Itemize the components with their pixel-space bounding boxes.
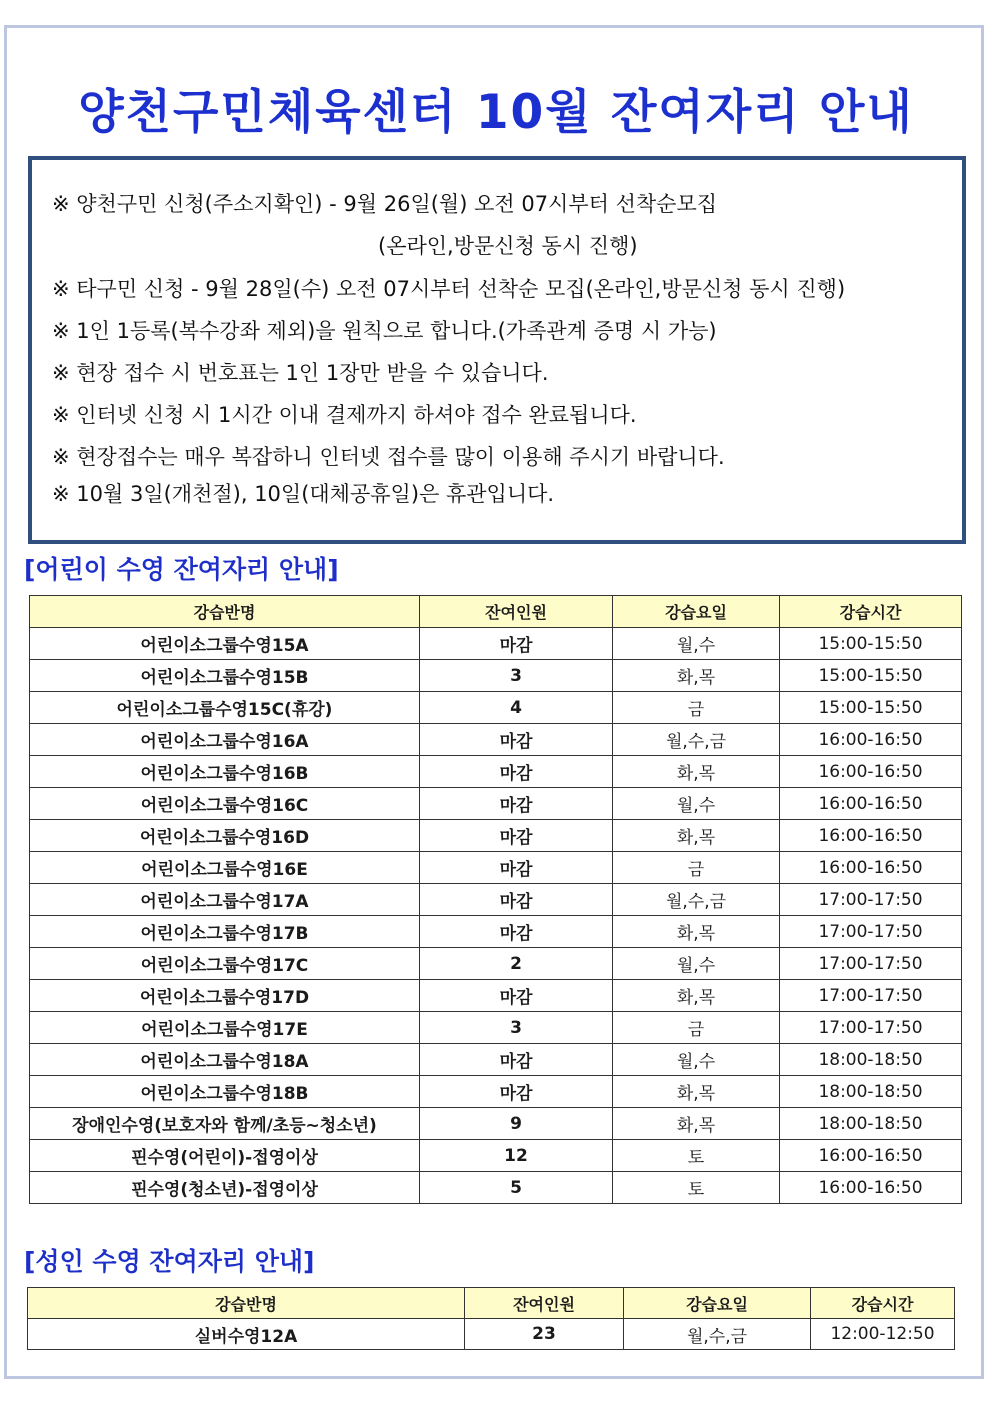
table-row (30, 852, 962, 884)
cell-remaining: 마감 (420, 852, 613, 884)
cell-time: 17:00-17:50 (780, 1012, 962, 1044)
cell-class-name: 어린이소그룹수영16D (30, 820, 420, 852)
header-remaining: 잔여인원 (420, 596, 613, 628)
cell-days: 월,수,금 (613, 884, 780, 916)
header-class-name: 강습반명 (30, 596, 420, 628)
notice-line: ※ 타구민 신청 - 9월 28일(수) 오전 07시부터 선착순 모집(온라인,방문신청 동시 진행) (52, 277, 846, 301)
table-header-row (28, 1288, 955, 1319)
cell-class-name: 어린이소그룹수영17C (30, 948, 420, 980)
cell-time: 17:00-17:50 (780, 980, 962, 1012)
cell-remaining: 마감 (420, 628, 613, 660)
cell-days: 금 (613, 692, 780, 724)
cell-class-name: 어린이소그룹수영16C (30, 788, 420, 820)
cell-days: 월,수 (613, 788, 780, 820)
kids-section-title: [어린이 수영 잔여자리 안내] (24, 555, 339, 584)
table-row (30, 1012, 962, 1044)
cell-remaining: 마감 (420, 916, 613, 948)
cell-time: 17:00-17:50 (780, 916, 962, 948)
cell-class-name: 핀수영(어린이)-접영이상 (30, 1140, 420, 1172)
table-row (30, 1140, 962, 1172)
cell-days: 토 (613, 1140, 780, 1172)
notice-box (28, 156, 966, 544)
cell-class-name: 어린이소그룹수영18B (30, 1076, 420, 1108)
cell-class-name: 어린이소그룹수영16A (30, 724, 420, 756)
cell-remaining: 3 (420, 660, 613, 692)
cell-class-name: 어린이소그룹수영17B (30, 916, 420, 948)
cell-time: 15:00-15:50 (780, 660, 962, 692)
table-row (30, 692, 962, 724)
cell-days: 화,목 (613, 660, 780, 692)
cell-remaining: 23 (465, 1319, 624, 1350)
table-row (30, 820, 962, 852)
table-row (30, 660, 962, 692)
header-class-name: 강습반명 (28, 1288, 465, 1319)
cell-time: 15:00-15:50 (780, 692, 962, 724)
table-row (30, 756, 962, 788)
notice-line: (온라인,방문신청 동시 진행) (378, 234, 638, 258)
cell-class-name: 어린이소그룹수영17A (30, 884, 420, 916)
cell-days: 월,수 (613, 948, 780, 980)
notice-line: ※ 10월 3일(개천절), 10일(대체공휴일)은 휴관입니다. (52, 482, 555, 506)
cell-class-name: 어린이소그룹수영16B (30, 756, 420, 788)
cell-remaining: 마감 (420, 820, 613, 852)
cell-time: 17:00-17:50 (780, 948, 962, 980)
cell-time: 16:00-16:50 (780, 724, 962, 756)
table-row (30, 916, 962, 948)
cell-remaining: 마감 (420, 724, 613, 756)
notice-line: ※ 1인 1등록(복수강좌 제외)을 원칙으로 합니다.(가족관계 증명 시 가능) (52, 319, 717, 343)
table-header-row (30, 596, 962, 628)
cell-class-name: 어린이소그룹수영17E (30, 1012, 420, 1044)
cell-remaining: 마감 (420, 756, 613, 788)
notice-line: ※ 현장 접수 시 번호표는 1인 1장만 받을 수 있습니다. (52, 361, 549, 385)
cell-class-name: 어린이소그룹수영15B (30, 660, 420, 692)
table-row (30, 1044, 962, 1076)
cell-days: 월,수 (613, 628, 780, 660)
header-days: 강습요일 (613, 596, 780, 628)
cell-remaining: 2 (420, 948, 613, 980)
notice-line: ※ 현장접수는 매우 복잡하니 인터넷 접수를 많이 이용해 주시기 바랍니다. (52, 445, 725, 469)
notice-line: ※ 양천구민 신청(주소지확인) - 9월 26일(월) 오전 07시부터 선착순모집 (52, 192, 718, 216)
notice-line: ※ 인터넷 신청 시 1시간 이내 결제까지 하셔야 접수 완료됩니다. (52, 403, 637, 427)
cell-days: 화,목 (613, 1108, 780, 1140)
table-row (30, 1076, 962, 1108)
cell-days: 화,목 (613, 820, 780, 852)
cell-time: 12:00-12:50 (811, 1319, 955, 1350)
table-row (30, 948, 962, 980)
cell-remaining: 마감 (420, 980, 613, 1012)
header-days: 강습요일 (624, 1288, 811, 1319)
page-title: 양천구민체육센터 10월 잔여자리 안내 (78, 85, 914, 140)
table-row (30, 980, 962, 1012)
cell-time: 15:00-15:50 (780, 628, 962, 660)
cell-days: 화,목 (613, 756, 780, 788)
cell-time: 16:00-16:50 (780, 1172, 962, 1204)
cell-days: 화,목 (613, 916, 780, 948)
cell-remaining: 3 (420, 1012, 613, 1044)
cell-days: 월,수 (613, 1044, 780, 1076)
cell-days: 화,목 (613, 1076, 780, 1108)
cell-time: 18:00-18:50 (780, 1044, 962, 1076)
cell-days: 금 (613, 852, 780, 884)
cell-remaining: 마감 (420, 884, 613, 916)
table-row (30, 884, 962, 916)
cell-days: 토 (613, 1172, 780, 1204)
adult-table (27, 1287, 955, 1350)
cell-time: 16:00-16:50 (780, 788, 962, 820)
table-row (28, 1319, 955, 1350)
cell-time: 18:00-18:50 (780, 1076, 962, 1108)
cell-remaining: 마감 (420, 1076, 613, 1108)
table-row (30, 788, 962, 820)
cell-remaining: 9 (420, 1108, 613, 1140)
cell-class-name: 어린이소그룹수영16E (30, 852, 420, 884)
cell-time: 18:00-18:50 (780, 1108, 962, 1140)
cell-remaining: 마감 (420, 1044, 613, 1076)
cell-days: 화,목 (613, 980, 780, 1012)
cell-time: 16:00-16:50 (780, 1140, 962, 1172)
cell-class-name: 실버수영12A (28, 1319, 465, 1350)
cell-time: 16:00-16:50 (780, 820, 962, 852)
kids-table (29, 595, 962, 1204)
cell-days: 월,수,금 (613, 724, 780, 756)
cell-remaining: 마감 (420, 788, 613, 820)
cell-class-name: 어린이소그룹수영15C(휴강) (30, 692, 420, 724)
table-row (30, 1108, 962, 1140)
table-row (30, 1172, 962, 1204)
cell-remaining: 5 (420, 1172, 613, 1204)
adult-section-title: [성인 수영 잔여자리 안내] (24, 1247, 315, 1276)
cell-days: 금 (613, 1012, 780, 1044)
cell-days: 월,수,금 (624, 1319, 811, 1350)
cell-remaining: 12 (420, 1140, 613, 1172)
cell-class-name: 어린이소그룹수영18A (30, 1044, 420, 1076)
cell-class-name: 장애인수영(보호자와 함께/초등~청소년) (30, 1108, 420, 1140)
cell-class-name: 핀수영(청소년)-접영이상 (30, 1172, 420, 1204)
cell-time: 16:00-16:50 (780, 756, 962, 788)
cell-remaining: 4 (420, 692, 613, 724)
cell-time: 17:00-17:50 (780, 884, 962, 916)
header-time: 강습시간 (811, 1288, 955, 1319)
table-row (30, 724, 962, 756)
cell-time: 16:00-16:50 (780, 852, 962, 884)
cell-class-name: 어린이소그룹수영17D (30, 980, 420, 1012)
header-time: 강습시간 (780, 596, 962, 628)
header-remaining: 잔여인원 (465, 1288, 624, 1319)
table-row (30, 628, 962, 660)
cell-class-name: 어린이소그룹수영15A (30, 628, 420, 660)
